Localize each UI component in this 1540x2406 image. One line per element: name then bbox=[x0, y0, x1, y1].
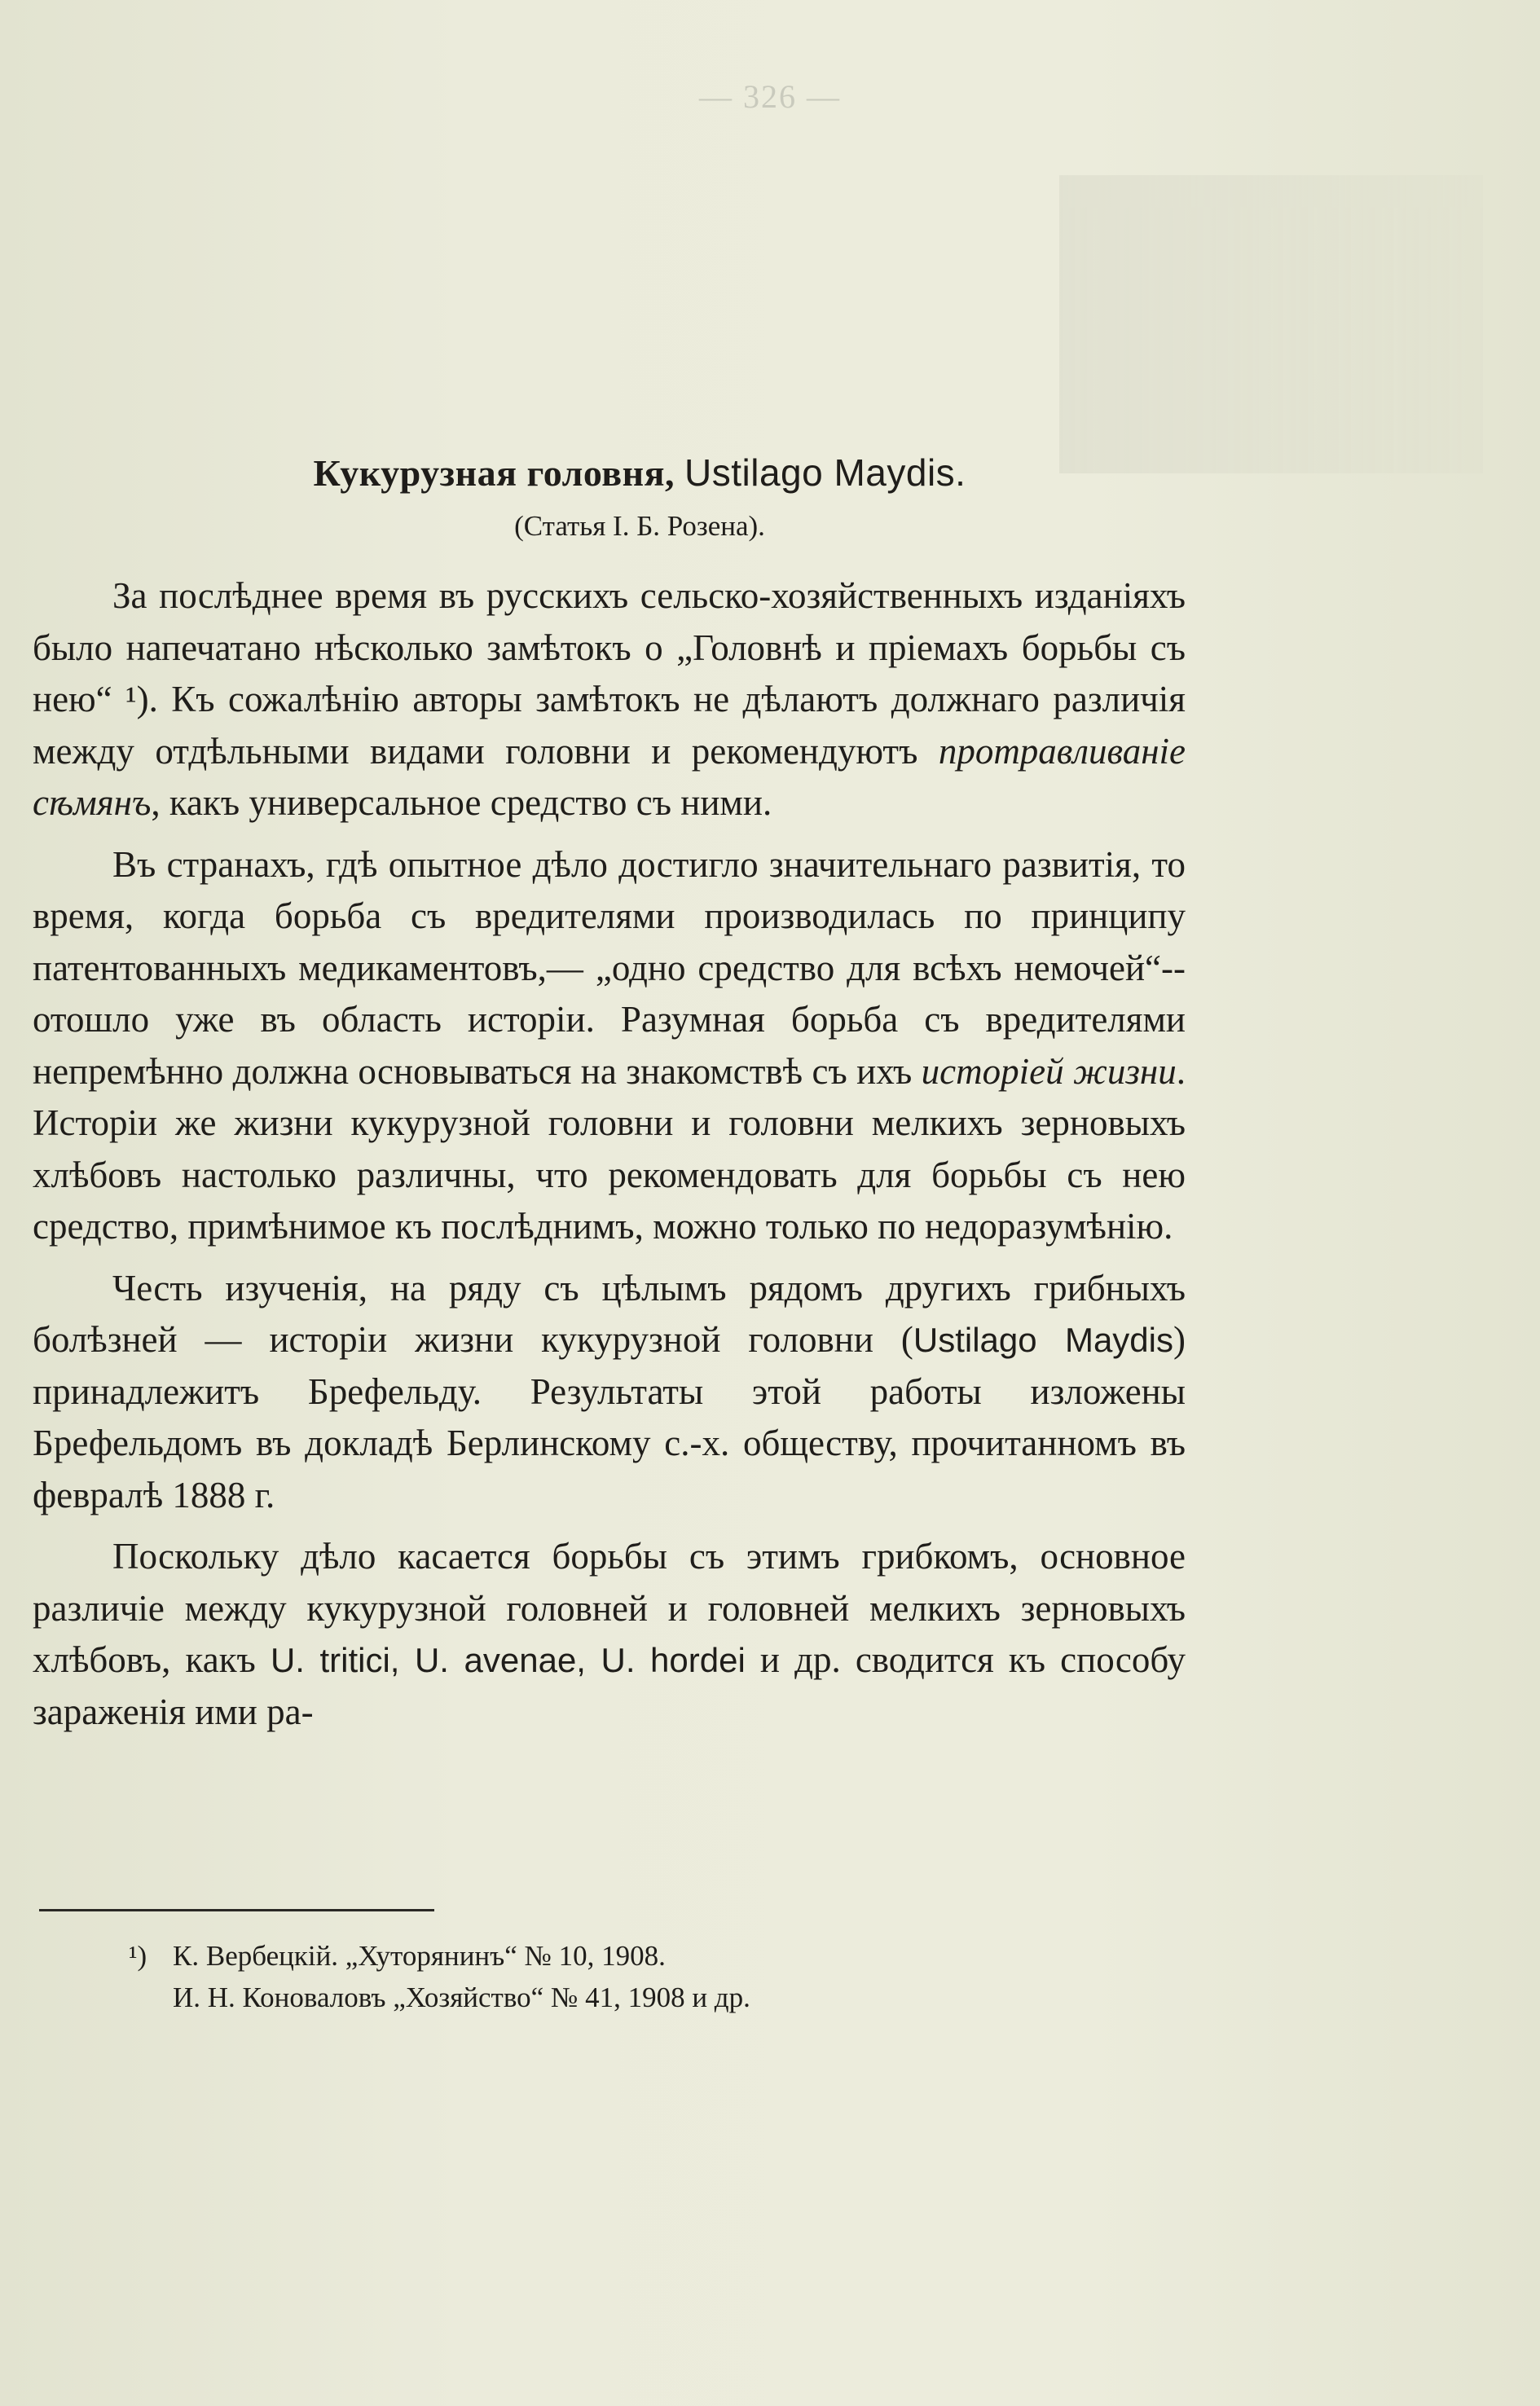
paragraph bbox=[33, 1531, 1186, 1738]
emphasis-text: исторіей жизни bbox=[921, 1050, 1177, 1092]
article-byline: (Статья I. Б. Розена). bbox=[514, 510, 765, 542]
bleed-line bbox=[1059, 175, 1483, 225]
footnote-text: К. Вербецкій. „Хуторянинъ“ № 10, 1908. bbox=[173, 1940, 666, 1972]
paragraph-text: Честь изученія, на ряду съ цѣлымъ рядомъ другихъ грибныхъ болѣзней — исторіи жизни кукурузной головни ( bbox=[33, 1267, 1186, 1360]
paragraph-text: , какъ универсальное средство съ ними. bbox=[151, 782, 772, 823]
article-title bbox=[187, 451, 1092, 495]
article-body bbox=[33, 570, 1186, 1738]
page-number: — 326 — bbox=[699, 78, 841, 115]
paragraph-text: и др. сводится къ способу зараженія ими ра- bbox=[33, 1639, 1186, 1732]
bleed-through-text bbox=[1059, 175, 1483, 473]
bleed-line bbox=[1059, 225, 1483, 275]
article-title-russian: Кукурузная головня, bbox=[313, 452, 675, 494]
paragraph bbox=[33, 1263, 1186, 1522]
emphasis-text: протравливаніе сѣмянъ bbox=[33, 730, 1186, 823]
bleed-line bbox=[1059, 275, 1483, 324]
latin-name: U. tritici, U. avenae, U. hordei bbox=[270, 1641, 746, 1679]
footnote-line bbox=[130, 1977, 1149, 2018]
paragraph-text: За послѣднее время въ русскихъ сельско-хозяйственныхъ изданіяхъ было напечатано нѣсколько замѣтокъ о „Головнѣ и пріемахъ борьбы съ нею“ ¹). Къ сожалѣнію авторы замѣтокъ не дѣлаютъ должнаго различія между отдѣльными видами головни и рекомендуютъ bbox=[33, 575, 1186, 772]
footnote-marker: ¹) bbox=[129, 1940, 147, 1972]
paragraph bbox=[33, 839, 1186, 1253]
paragraph bbox=[33, 570, 1186, 829]
latin-name: Ustilago Maydis bbox=[913, 1321, 1173, 1359]
bleed-line bbox=[1059, 424, 1483, 473]
footnote-line bbox=[130, 1935, 1149, 1977]
bleed-line bbox=[1059, 374, 1483, 424]
footnote-text: И. Н. Коноваловъ „Хозяйство“ № 41, 1908 и др. bbox=[173, 1982, 750, 2013]
article-title-latin: Ustilago Maydis. bbox=[684, 451, 966, 494]
paragraph-text: . Исторіи же жизни кукурузной головни и головни мелкихъ зерновыхъ хлѣбовъ настолько различны, что рекомендовать для борьбы съ нею средство, примѣнимое къ послѣднимъ, можно только по недоразумѣнію. bbox=[33, 1050, 1186, 1247]
paragraph-text: Въ странахъ, гдѣ опытное дѣло достигло значительнаго развитія, то время, когда борьба съ вредителями производилась по принципу патентованныхъ медикаментовъ,— „одно средство для всѣхъ немочей“--отошло уже въ область исторіи. Разумная борьба съ вредителями непремѣнно должна основываться на знакомствѣ съ ихъ bbox=[33, 843, 1186, 1092]
paragraph-text: ) принадлежитъ Брефельду. Результаты этой работы изложены Брефельдомъ въ докладѣ Берлинскому с.-х. обществу, прочитанномъ въ февралѣ 1888 г. bbox=[33, 1319, 1186, 1515]
footnotes bbox=[130, 1935, 1149, 2018]
bleed-line bbox=[1059, 324, 1483, 374]
paragraph-text: Поскольку дѣло касается борьбы съ этимъ грибкомъ, основное различіе между кукурузной головней и головней мелкихъ зерновыхъ хлѣбовъ, какъ bbox=[33, 1536, 1186, 1680]
footnote-divider bbox=[39, 1909, 434, 1911]
